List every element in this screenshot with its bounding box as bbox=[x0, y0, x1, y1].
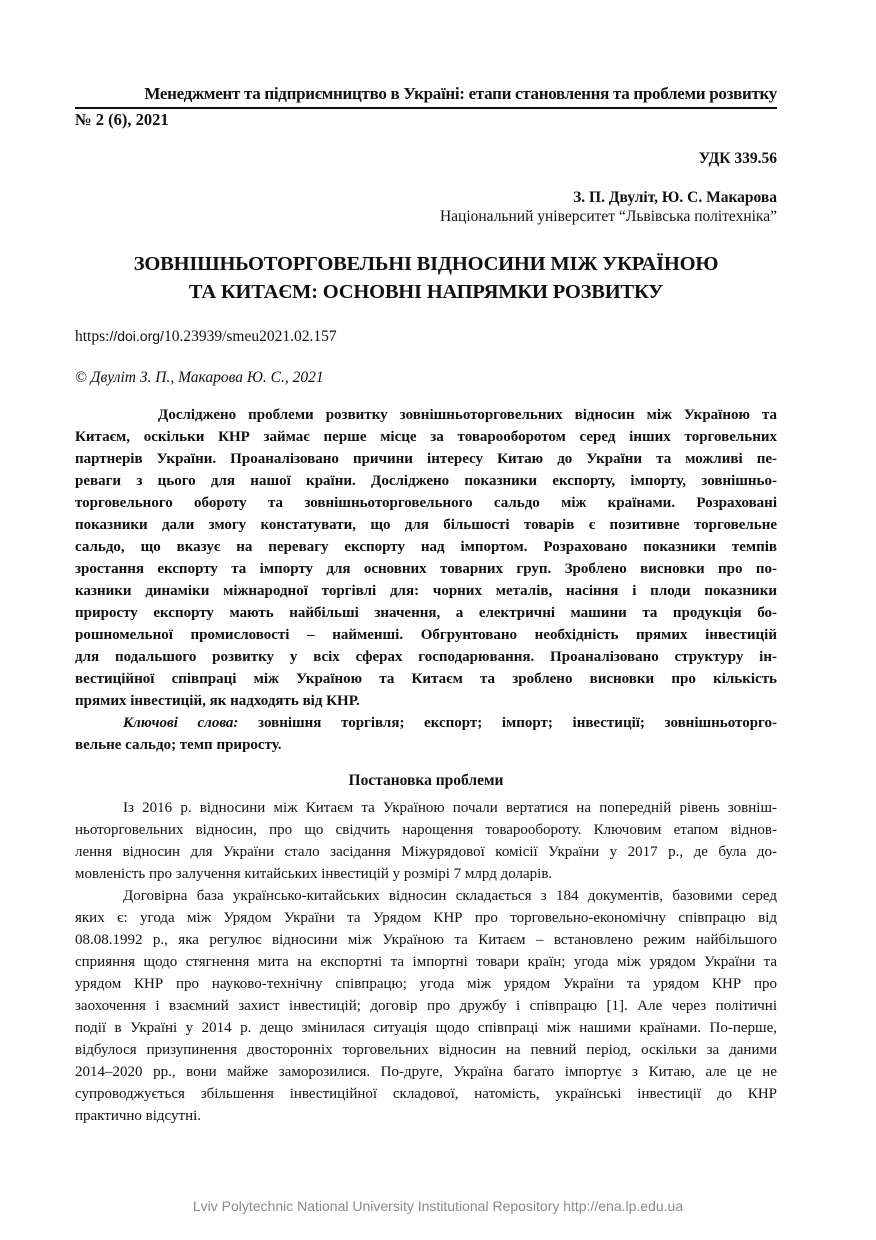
keywords-line: вельне сальдо; темп приросту. bbox=[75, 737, 282, 753]
abstract-line: зростання експорту та імпорту для основних товарних груп. Зроблено висновки про по- bbox=[75, 561, 777, 577]
body-line: 2014–2020 рр., вони майже заморозилися. По-друге, Україна багато імпортує з Китаю, але це не bbox=[75, 1064, 777, 1080]
copyright: © Двуліт З. П., Макарова Ю. С., 2021 bbox=[75, 369, 324, 386]
body-line: події в Україні у 2014 р. дещо змінилася ситуація щодо співпраці між нашими країнами. По-перше, bbox=[75, 1020, 777, 1036]
body-line: відбулося призупинення двосторонніх торговельних відносин на певний період, оскільки за даними bbox=[75, 1042, 777, 1058]
body-line: урядом КНР про науково-технічну співпрацю; угода між урядом України та урядом КНР про bbox=[75, 976, 777, 992]
doi-link[interactable] bbox=[75, 328, 337, 346]
abstract-line: сальдо, що вказує на перевагу експорту над імпортом. Розраховано показники темпів bbox=[75, 539, 777, 555]
doi-domain: //doi.org/ bbox=[109, 328, 164, 344]
body-line: ньоторговельних відносин, про що свідчить нарощення товарообороту. Ключовим етапом віднов- bbox=[75, 822, 777, 838]
title-line: ЗОВНІШНЬОТОРГОВЕЛЬНІ ВІДНОСИНИ МІЖ УКРАЇНОЮ bbox=[133, 253, 719, 275]
doi-id: 10.23939/smeu2021.02.157 bbox=[163, 328, 337, 345]
body-line: практично відсутні. bbox=[75, 1108, 202, 1124]
abstract-line: торговельного обороту та зовнішньоторговельного сальдо між країнами. Розраховані bbox=[75, 495, 777, 511]
article-title bbox=[75, 250, 777, 306]
body-line: заохочення і взаємний захист інвестицій; договір про дружбу і співпрацю [1]. Але через політичні bbox=[75, 998, 777, 1014]
abstract-line: реваги з цього для нашої країни. Досліджено показники експорту, імпорту, зовнішньо- bbox=[75, 473, 777, 489]
abstract-line: рошномельної промисловості – найменші. Обгрунтовано необхідність прямих інвестицій bbox=[75, 627, 777, 643]
doi-prefix: https: bbox=[75, 328, 110, 345]
body-line: яких є: угода між Урядом України та Урядом КНР про торговельно-економічну співпрацю від bbox=[75, 910, 777, 926]
abstract-line: для подальшого розвитку у всіх сферах господарювання. Проаналізовано структуру ін- bbox=[75, 649, 777, 665]
udk-code: УДК 339.56 bbox=[698, 150, 777, 167]
section-heading: Постановка проблеми bbox=[348, 772, 504, 789]
abstract-line: вестиційної співпраці між Україною та Китаєм та зроблено висновки про кількість bbox=[75, 671, 777, 687]
journal-title: Менеджмент та підприємництво в Україні: етапи становлення та проблеми розвитку bbox=[144, 84, 777, 103]
body-line: 08.08.1992 р., яка регулює відносини між Україною та Китаєм – встановлено режим найбільшого bbox=[75, 932, 777, 948]
body-line: Договірна база українсько-китайських відносин складається з 184 документів, базовими серед bbox=[123, 888, 777, 904]
abstract-line: прямих інвестицій, як надходять від КНР. bbox=[75, 693, 360, 709]
body-line: супроводжується збільшення інвестиційної складової, натомість, українські інвестиції до КНР bbox=[75, 1086, 777, 1102]
body-line: мовленість про залучення китайських інвестицій у розмірі 7 млрд доларів. bbox=[75, 866, 553, 882]
authors: З. П. Двуліт, Ю. С. Макарова bbox=[573, 189, 777, 206]
repository-footer: Lviv Polytechnic National University Institutional Repository http://ena.lp.edu.ua bbox=[192, 1198, 684, 1214]
abstract-line: Досліджено проблеми розвитку зовнішньоторговельних відносин між Україною та bbox=[158, 407, 777, 423]
keywords-line bbox=[75, 712, 777, 734]
body-line: Із 2016 р. відносини між Китаєм та Україною почали вертатися на попередній рівень зовніш- bbox=[123, 800, 777, 816]
body-line: лення відносин для України стало засідання Міжурядової комісії України у 2017 р., де була до- bbox=[75, 844, 777, 860]
title-line: ТА КИТАЄМ: ОСНОВНІ НАПРЯМКИ РОЗВИТКУ bbox=[188, 281, 664, 303]
abstract-line: показники дали змогу констатувати, що для більшості товарів є позитивне торговельне bbox=[75, 517, 777, 533]
issue-number: № 2 (6), 2021 bbox=[75, 110, 169, 129]
abstract-line: партнерів України. Проаналізовано причини інтересу Китаю до України та можливі пе- bbox=[75, 451, 777, 467]
header-divider bbox=[75, 107, 777, 109]
keywords-text: зовнішня торгівля; експорт; імпорт; інвестиції; зовнішньоторго- bbox=[238, 715, 777, 731]
abstract bbox=[75, 404, 777, 756]
abstract-line: Китаєм, оскільки КНР займає перше місце за товарооборотом серед інших торговельних bbox=[75, 429, 777, 445]
keywords-label: Ключові слова: bbox=[123, 715, 239, 731]
body-line: сприяння щодо стягнення мита на експортні та імпортні товари країн; угода між урядом України та bbox=[75, 954, 777, 970]
affiliation: Національний університет “Львівська політехніка” bbox=[439, 208, 777, 225]
abstract-line: казники динаміки міжнародної торгівлі для: чорних металів, насіння і плоди показники bbox=[75, 583, 777, 599]
body-text bbox=[75, 797, 777, 1127]
abstract-line: приросту експорту мають найбільші значення, а електричні машини та продукція бо- bbox=[75, 605, 777, 621]
